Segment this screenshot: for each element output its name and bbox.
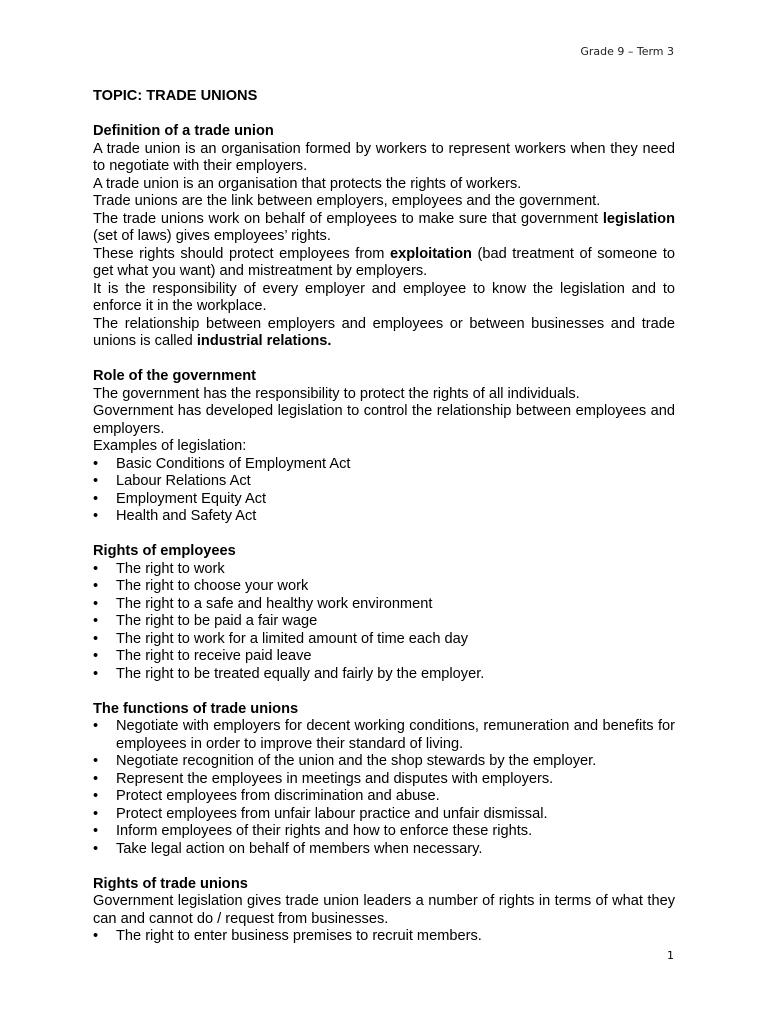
list-item: • Protect employees from discrimination and abuse.	[93, 788, 675, 806]
list-item: • The right to work	[93, 561, 675, 579]
list-item: • Inform employees of their rights and how to enforce these rights.	[93, 823, 675, 841]
list-item: • The right to be treated equally and fairly by the employer.	[93, 666, 675, 684]
document-content	[93, 88, 675, 963]
section-union-rights	[93, 876, 675, 946]
section-heading: Rights of trade unions	[93, 875, 248, 892]
list-item: • Negotiate recognition of the union and the shop stewards by the employer.	[93, 753, 675, 771]
paragraph: A trade union is an organisation formed by workers to represent workers when they need to negotiate with their employers.	[93, 140, 675, 174]
list-item: • Employment Equity Act	[93, 491, 675, 509]
list-item: • Protect employees from unfair labour practice and unfair dismissal.	[93, 806, 675, 824]
section-heading: The functions of trade unions	[93, 700, 299, 717]
paragraph: Government has developed legislation to control the relationship between employees and employers.	[93, 403, 675, 437]
bold-term: exploitation	[390, 245, 472, 262]
list-item: • The right to a safe and healthy work environment	[93, 596, 675, 614]
text-run: (set of laws) gives employees’ rights.	[93, 228, 331, 244]
bold-term: legislation	[602, 210, 675, 227]
section-functions	[93, 701, 675, 859]
grade-term-header: Grade 9 – Term 3	[580, 45, 674, 58]
topic-title: TOPIC: TRADE UNIONS	[93, 88, 258, 104]
list-item: • The right to enter business premises to recruit members.	[93, 928, 675, 946]
paragraph: Government legislation gives trade union leaders a number of rights in terms of what they can and cannot do / request from businesses.	[93, 893, 675, 927]
text-run: The trade unions work on behalf of employees to make sure that government	[93, 210, 603, 227]
section-heading: Role of the government	[93, 368, 256, 384]
list-item: • The right to choose your work	[93, 578, 675, 596]
text-run: These rights should protect employees from	[93, 245, 391, 262]
text-run: The relationship between employers and employees or between businesses and trade unions is called	[93, 315, 675, 349]
paragraph	[93, 211, 675, 246]
bullet-list	[93, 928, 675, 946]
list-item: • The right to receive paid leave	[93, 648, 675, 666]
paragraph: Examples of legislation:	[93, 438, 247, 454]
list-item: • Take legal action on behalf of members when necessary.	[93, 841, 675, 859]
section-government	[93, 368, 675, 526]
list-item: • The right to be paid a fair wage	[93, 613, 675, 631]
list-item: • Represent the employees in meetings and disputes with employers.	[93, 771, 675, 789]
paragraph	[93, 316, 675, 351]
bold-term: industrial relations.	[196, 333, 332, 349]
section-heading: Definition of a trade union	[93, 123, 274, 139]
section-heading: Rights of employees	[93, 543, 236, 559]
paragraph	[93, 246, 675, 281]
list-item: • The right to work for a limited amount of time each day	[93, 631, 675, 649]
paragraph: The government has the responsibility to protect the rights of all individuals.	[93, 385, 580, 402]
list-item: • Basic Conditions of Employment Act	[93, 456, 675, 474]
paragraph: It is the responsibility of every employer and employee to know the legislation and to enforce it in the workplace.	[93, 280, 675, 314]
paragraph: A trade union is an organisation that protects the rights of workers.	[93, 175, 522, 192]
bullet-list	[93, 561, 675, 684]
section-employee-rights	[93, 543, 675, 683]
list-item: • Negotiate with employers for decent working conditions, remuneration and benefits for employees in order to improve their standard of living.	[93, 718, 675, 753]
paragraph: Trade unions are the link between employers, employees and the government.	[93, 193, 601, 209]
bullet-list	[93, 718, 675, 858]
list-item: • Health and Safety Act	[93, 508, 675, 526]
page-number: 1	[667, 949, 674, 962]
section-definition	[93, 123, 675, 351]
bullet-list	[93, 456, 675, 526]
list-item: • Labour Relations Act	[93, 473, 675, 491]
text-run: (bad treatment of someone to get what you want) and mistreatment by employers.	[93, 245, 675, 279]
